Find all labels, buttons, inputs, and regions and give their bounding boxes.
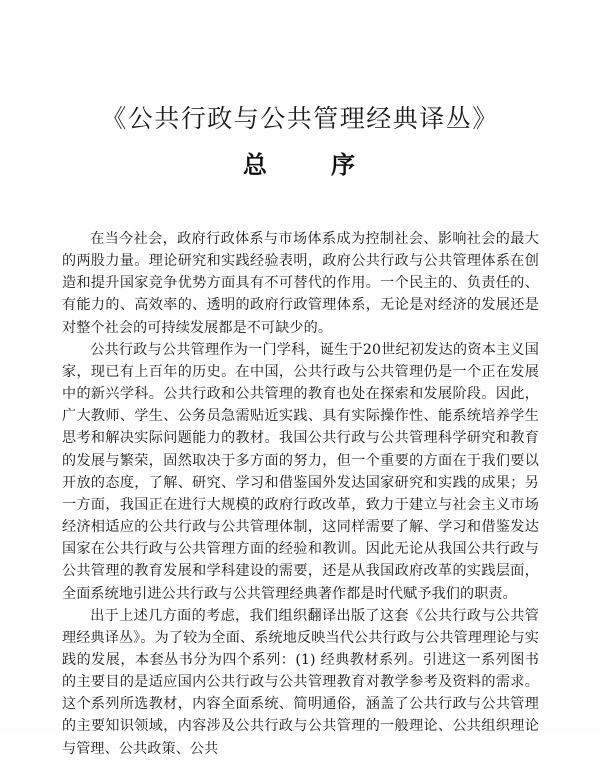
body-text — [62, 228, 539, 760]
paragraph: 公共行政与公共管理作为一门学科，诞生于20世纪初发达的资本主义国家，现已有上百年的历史。在中国，公共行政与公共管理仍是一个正在发展中的新兴学科。公共行政和公共管理的教育也处在探索和发展阶段。因此，广大教师、学生、公务员急需贴近实践、具有实际操作性、能系统培养学生思考和解决实际问题能力的教材。我国公共行政与公共管理科学研究和教育的发展与繁荣，固然取决于多方面的努力，但一个重要的方面在于我们要以开放的态度，了解、研究、学习和借鉴国外发达国家研究和实践的成果；另一方面，我国正在进行大规模的政府行政改革，致力于建立与社会主义市场经济相适应的公共行政与公共管理体制，这同样需要了解、学习和借鉴发达国家在公共行政与公共管理方面的经验和教训。因此无论从我国公共行政与公共管理的教育发展和学科建设的需要，还是从我国政府改革的实践层面，全面系统地引进公共行政与公共管理经典著作都是时代赋予我们的职责。 — [62, 341, 539, 602]
paragraph: 在当今社会，政府行政体系与市场体系成为控制社会、影响社会的最大的两股力量。理论研究和实践经验表明，政府公共行政与公共管理体系在创造和提升国家竞争优势方面具有不可替代的作用。一个民主的、负责任的、有能力的、高效率的、透明的政府行政管理体系，无论是对经济的发展还是对整个社会的可持续发展都是不可缺少的。 — [62, 231, 539, 336]
title-block — [0, 0, 600, 180]
paragraph: 出于上述几方面的考虑，我们组织翻译出版了这套《公共行政与公共管理经典译丛》。为了较为全面、系统地反映当代公共行政与公共管理理论与实践的发展，本套丛书分为四个系列：(1) 经典教材系列。引进这一系列图书的主要目的是适应国内公共行政与公共管理教育对教学参考及资料的需求。这个系列所选教材，内容全面系统、简明通俗，涵盖了公共行政与公共管理的主要知识领域，内容涉及公共行政与公共管理的一般理论、公共组织理论与管理、公共政策、公共 — [62, 607, 539, 757]
section-heading: 总 序 — [242, 151, 358, 179]
book-series-title: 《公共行政与公共管理经典译丛》 — [101, 104, 499, 133]
